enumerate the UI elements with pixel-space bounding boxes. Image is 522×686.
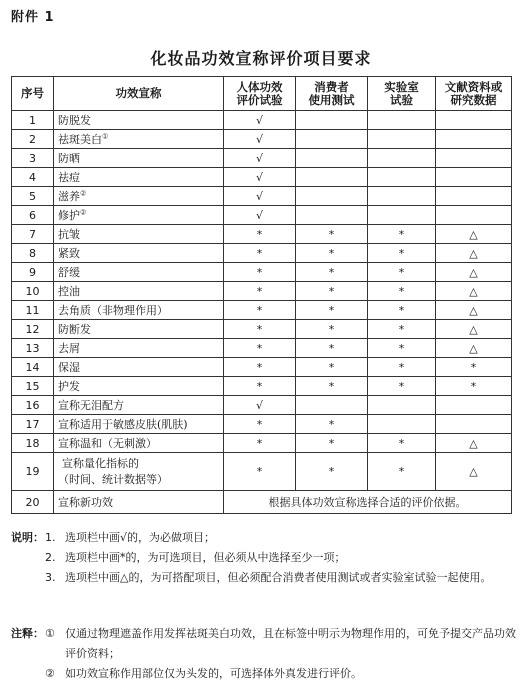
claim-text: 护发 xyxy=(58,379,80,393)
table-row xyxy=(12,111,512,130)
claim-line-1: 宣称量化指标的 xyxy=(62,456,139,470)
claim-text: 防脱发 xyxy=(58,113,91,127)
mark-literature: △ xyxy=(436,339,512,358)
mark-lab xyxy=(368,168,436,187)
row-claim xyxy=(54,244,224,263)
mark-literature: * xyxy=(436,377,512,396)
mark-human: * xyxy=(224,225,296,244)
mark-consumer xyxy=(296,396,368,415)
mark-literature xyxy=(436,187,512,206)
mark-consumer: * xyxy=(296,358,368,377)
mark-lab: * xyxy=(368,244,436,263)
mark-literature xyxy=(436,396,512,415)
row-claim xyxy=(54,225,224,244)
mark-human: √ xyxy=(224,168,296,187)
claim-text: 去角质（非物理作用） xyxy=(58,303,168,317)
notes-label: 说明： xyxy=(11,531,44,544)
claim-line-2: （时间、统计数据等） xyxy=(58,472,168,486)
row-no: 5 xyxy=(12,187,54,206)
attachment-label: 附件 1 xyxy=(11,10,55,25)
mark-consumer xyxy=(296,149,368,168)
table-row-19 xyxy=(12,453,512,491)
claim-text: 去屑 xyxy=(58,341,80,355)
claim-text: 紧致 xyxy=(58,246,80,260)
mark-human: * xyxy=(224,320,296,339)
row-claim xyxy=(54,415,224,434)
mark-literature: △ xyxy=(436,282,512,301)
header-claim: 功效宣称 xyxy=(54,77,224,111)
row-no: 6 xyxy=(12,206,54,225)
mark-lab xyxy=(368,396,436,415)
mark-literature xyxy=(436,206,512,225)
footnote-marker: ① xyxy=(102,131,109,140)
mark-lab: * xyxy=(368,263,436,282)
table-row xyxy=(12,206,512,225)
note-text: 选项栏中画√的，为必做项目； xyxy=(65,531,216,544)
claim-text: 保湿 xyxy=(58,360,80,374)
row-no: 20 xyxy=(12,491,54,514)
table-row xyxy=(12,187,512,206)
table-header-row xyxy=(12,77,512,111)
header-consumer-test: 消费者 使用测试 xyxy=(296,77,368,111)
table-row xyxy=(12,358,512,377)
mark-human: * xyxy=(224,282,296,301)
mark-human: √ xyxy=(224,187,296,206)
row-claim: 宣称新功效 xyxy=(54,491,224,514)
mark-human: * xyxy=(224,453,296,491)
annotation-text: 仅通过物理遮盖作用发挥祛斑美白功效，且在标签中明示为物理作用的，可免予提交产品功效评价资料； xyxy=(65,627,516,660)
mark-lab: * xyxy=(368,377,436,396)
table-row-20 xyxy=(12,491,512,514)
row-claim xyxy=(54,377,224,396)
header-lab-test: 实验室 试验 xyxy=(368,77,436,111)
claim-text: 控油 xyxy=(58,284,80,298)
footnote-marker: ② xyxy=(80,207,87,216)
note-item xyxy=(11,548,516,568)
note-item xyxy=(11,528,516,548)
mark-lab: * xyxy=(368,282,436,301)
mark-consumer xyxy=(296,206,368,225)
notes-section xyxy=(11,528,516,588)
mark-literature xyxy=(436,130,512,149)
row-claim xyxy=(54,263,224,282)
claim-text: 宣称温和（无刺激） xyxy=(58,436,157,450)
row-no: 10 xyxy=(12,282,54,301)
table-row xyxy=(12,225,512,244)
row-claim xyxy=(54,320,224,339)
header-human-test: 人体功效 评价试验 xyxy=(224,77,296,111)
row-no: 1 xyxy=(12,111,54,130)
table-row xyxy=(12,434,512,453)
mark-literature: △ xyxy=(436,301,512,320)
row-no: 15 xyxy=(12,377,54,396)
table-row xyxy=(12,168,512,187)
mark-human: √ xyxy=(224,130,296,149)
claim-text: 滋养 xyxy=(58,189,80,203)
row-claim xyxy=(54,453,224,491)
mark-literature xyxy=(436,149,512,168)
mark-consumer: * xyxy=(296,339,368,358)
table-row xyxy=(12,301,512,320)
row-no: 2 xyxy=(12,130,54,149)
mark-consumer: * xyxy=(296,415,368,434)
row-claim xyxy=(54,358,224,377)
mark-literature xyxy=(436,168,512,187)
mark-human: * xyxy=(224,263,296,282)
page-title: 化妆品功效宣称评价项目要求 xyxy=(150,49,372,68)
mark-human: * xyxy=(224,339,296,358)
mark-lab xyxy=(368,149,436,168)
note-item xyxy=(11,568,516,588)
note-index: 3. xyxy=(45,571,56,584)
mark-literature: △ xyxy=(436,244,512,263)
claim-text: 宣称适用于敏感皮肤(肌肤) xyxy=(58,417,188,431)
row-claim xyxy=(54,130,224,149)
mark-human: * xyxy=(224,434,296,453)
mark-human: * xyxy=(224,244,296,263)
mark-human: * xyxy=(224,415,296,434)
mark-human: * xyxy=(224,358,296,377)
annotation-item xyxy=(11,624,516,664)
row-no: 4 xyxy=(12,168,54,187)
claim-text: 防晒 xyxy=(58,151,80,165)
mark-lab: * xyxy=(368,358,436,377)
note-index: 2. xyxy=(45,551,56,564)
table-row xyxy=(12,339,512,358)
footnote-marker: ② xyxy=(80,188,87,197)
row-no: 11 xyxy=(12,301,54,320)
mark-lab: * xyxy=(368,301,436,320)
claim-text: 抗皱 xyxy=(58,227,80,241)
claim-text: 舒缓 xyxy=(58,265,80,279)
row-claim xyxy=(54,396,224,415)
annotations-section xyxy=(11,624,516,684)
mark-literature xyxy=(436,111,512,130)
row-claim xyxy=(54,301,224,320)
table-row xyxy=(12,396,512,415)
row-claim xyxy=(54,434,224,453)
row-no: 18 xyxy=(12,434,54,453)
note-text: 选项栏中画*的，为可选项目，但必须从中选择至少一项； xyxy=(65,551,346,564)
mark-human: √ xyxy=(224,149,296,168)
mark-human: * xyxy=(224,377,296,396)
table-row xyxy=(12,130,512,149)
mark-literature: △ xyxy=(436,453,512,491)
mark-consumer: * xyxy=(296,453,368,491)
claim-text: 祛斑美白 xyxy=(58,132,102,146)
mark-literature: △ xyxy=(436,320,512,339)
note-text: 选项栏中画△的，为可搭配项目，但必须配合消费者使用测试或者实验室试验一起使用。 xyxy=(65,571,492,584)
note-index: 1. xyxy=(45,531,56,544)
row-merged-note: 根据具体功效宣称选择合适的评价依据。 xyxy=(224,491,512,514)
mark-literature xyxy=(436,415,512,434)
mark-consumer: * xyxy=(296,225,368,244)
mark-consumer xyxy=(296,187,368,206)
row-no: 8 xyxy=(12,244,54,263)
mark-consumer: * xyxy=(296,282,368,301)
row-no: 19 xyxy=(12,453,54,491)
annotation-index: ② xyxy=(45,667,55,680)
mark-consumer: * xyxy=(296,301,368,320)
mark-lab xyxy=(368,111,436,130)
mark-lab: * xyxy=(368,453,436,491)
row-claim xyxy=(54,206,224,225)
mark-consumer: * xyxy=(296,263,368,282)
claim-text: 祛痘 xyxy=(58,170,80,184)
annotations-label: 注释： xyxy=(11,627,44,640)
header-literature: 文献资料或 研究数据 xyxy=(436,77,512,111)
annotation-text: 如功效宣称作用部位仅为头发的，可选择体外真发进行评价。 xyxy=(65,667,362,680)
mark-lab xyxy=(368,415,436,434)
annotation-item xyxy=(11,664,516,684)
mark-lab: * xyxy=(368,434,436,453)
claim-text: 修护 xyxy=(58,208,80,222)
row-claim xyxy=(54,111,224,130)
mark-human: * xyxy=(224,301,296,320)
mark-lab xyxy=(368,206,436,225)
table-row xyxy=(12,263,512,282)
table-row xyxy=(12,282,512,301)
table-row xyxy=(12,149,512,168)
header-no: 序号 xyxy=(12,77,54,111)
claim-text: 防断发 xyxy=(58,322,91,336)
mark-consumer xyxy=(296,111,368,130)
mark-lab xyxy=(368,187,436,206)
mark-consumer: * xyxy=(296,320,368,339)
table-row xyxy=(12,377,512,396)
mark-consumer xyxy=(296,168,368,187)
row-claim xyxy=(54,168,224,187)
row-no: 12 xyxy=(12,320,54,339)
row-no: 9 xyxy=(12,263,54,282)
annotation-index: ① xyxy=(45,627,55,640)
row-claim xyxy=(54,282,224,301)
row-no: 7 xyxy=(12,225,54,244)
mark-literature: △ xyxy=(436,434,512,453)
mark-literature: △ xyxy=(436,263,512,282)
mark-human: √ xyxy=(224,206,296,225)
row-claim xyxy=(54,187,224,206)
mark-human: √ xyxy=(224,111,296,130)
mark-lab: * xyxy=(368,320,436,339)
mark-consumer: * xyxy=(296,244,368,263)
table-row xyxy=(12,415,512,434)
row-no: 17 xyxy=(12,415,54,434)
row-no: 16 xyxy=(12,396,54,415)
claims-table xyxy=(11,76,512,514)
mark-lab: * xyxy=(368,225,436,244)
table-row xyxy=(12,320,512,339)
row-no: 3 xyxy=(12,149,54,168)
mark-human: √ xyxy=(224,396,296,415)
mark-lab: * xyxy=(368,339,436,358)
mark-consumer: * xyxy=(296,434,368,453)
mark-literature: △ xyxy=(436,225,512,244)
row-no: 14 xyxy=(12,358,54,377)
mark-consumer: * xyxy=(296,377,368,396)
mark-consumer xyxy=(296,130,368,149)
claim-text: 宣称无泪配方 xyxy=(58,398,124,412)
mark-literature: * xyxy=(436,358,512,377)
row-no: 13 xyxy=(12,339,54,358)
mark-lab xyxy=(368,130,436,149)
row-claim xyxy=(54,339,224,358)
row-claim xyxy=(54,149,224,168)
table-row xyxy=(12,244,512,263)
